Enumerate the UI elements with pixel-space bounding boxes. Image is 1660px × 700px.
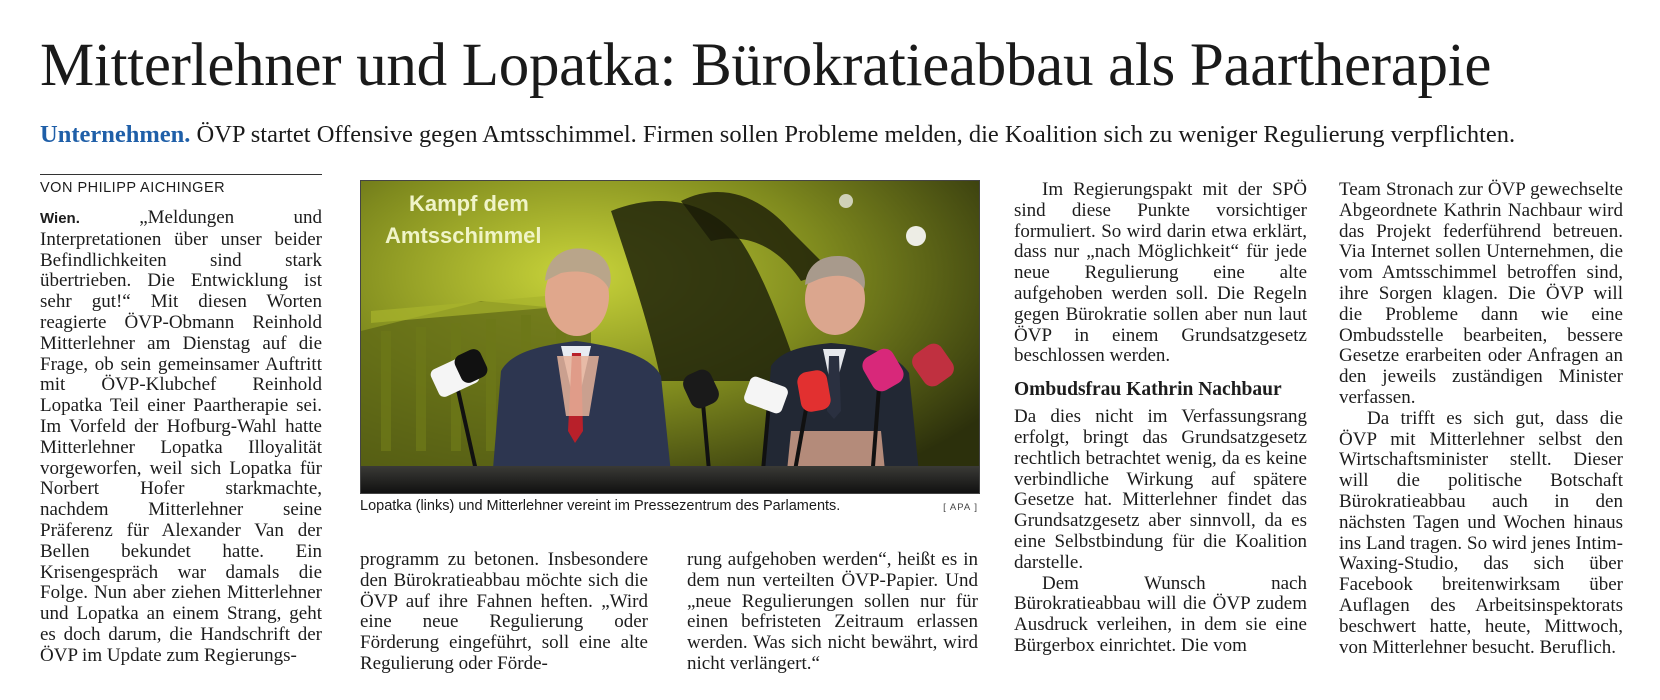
banner-text-line-1: Kampf dem xyxy=(409,191,529,216)
headline: Mitterlehner und Lopatka: Bürokratieabbau als Paartherapie xyxy=(40,32,1492,99)
caption-text: Lopatka (links) und Mitterlehner vereint im Pressezentrum des Parlaments. xyxy=(360,498,841,514)
photo-caption xyxy=(360,497,978,515)
press-photo xyxy=(360,180,980,494)
subheadline xyxy=(40,120,1515,150)
subheading-ombudsfrau: Ombudsfrau Kathrin Nachbaur xyxy=(1014,379,1282,401)
column-5 xyxy=(1339,180,1623,658)
column-3 xyxy=(687,550,978,675)
column-5-paragraph-1: Team Stronach zur ÖVP gewechselte Abgeordnete Kathrin Nachbaur wird das Projekt federführend betreuen. Via Internet sollen Unternehmen, die vom Amtsschimmel betroffen sind, ihre Sorgen klagen. Die ÖVP will die Probleme dann wie eine Ombudsstelle bearbeiten, bessere Gesetze erarbeiten oder Anfragen an den jeweils zuständigen Minister verfassen. xyxy=(1339,179,1623,408)
column-4-paragraph-3: Dem Wunsch nach Bürokratieabbau will die ÖVP zudem Ausdruck verleihen, in dem sie eine Bürgerbox einrichtet. Die vom xyxy=(1014,572,1307,656)
column-1 xyxy=(40,208,322,667)
kicker-label: Unternehmen. xyxy=(40,121,191,148)
column-2-paragraph: programm zu betonen. Insbesondere den Bürokratieabbau möchte sich die ÖVP auf ihre Fahnen heften. „Wird eine neue Regulierung oder Förderung eingeführt, soll eine alte Regulierung oder Förde- xyxy=(360,549,648,674)
column-4-paragraph-1: Im Regierungspakt mit der SPÖ sind diese Punkte vorsichtiger formuliert. So wird darin etwa erklärt, dass nur „nach Möglichkeit“ für jede neue Regulierung eine alte aufgehoben werden soll. Die Regeln gegen Bürokratie sollen aber nun laut ÖVP in einem Grundsatzgesetz beschlossen werden. xyxy=(1014,179,1307,367)
subheadline-text: ÖVP startet Offensive gegen Amtsschimmel. Firmen sollen Probleme melden, die Koalition sich zu weniger Regulierung verpflichten. xyxy=(190,121,1516,148)
column-4 xyxy=(1014,180,1307,657)
banner-text-line-2: Amtsschimmel xyxy=(385,223,542,248)
press-conference-image xyxy=(361,181,979,493)
photo-credit: [ APA ] xyxy=(943,502,978,513)
column-3-paragraph: rung aufgehoben werden“, heißt es in dem nun verteilten ÖVP-Papier. Und „neue Regulierungen sollen nur für einen befristeten Zeitraum erlassen werden. Was sich nicht bewährt, wird nicht verlängert.“ xyxy=(687,549,978,674)
column-4-paragraph-2: Da dies nicht im Verfassungsrang erfolgt, bringt das Grundsatzgesetz rechtlich betrachtet wenig, da es keine verbindliche Wirkung auf spätere Gesetze hat. Mitterlehner findet das Grundsatzgesetz aber sinnvoll, da es eine Selbstbindung für die Koalition darstelle. xyxy=(1014,406,1307,573)
column-5-paragraph-2: Da trifft es sich gut, dass die ÖVP mit Mitterlehner selbst den Wirtschaftsminister stellt. Dieser will die politische Botschaft Bürokratieabbau auch in den nächsten Tagen und Wochen hinaus ins Land tragen. So wird jenes Intim-Waxing-Studio, das sich über Facebook breitenwirksam über Auflagen des Arbeitsinspektorats beschwert hatte, heute, Mittwoch, von Mitterlehner besucht. Beruflich. xyxy=(1339,407,1623,658)
column-2 xyxy=(360,550,648,675)
column-1-paragraph: „Meldungen und Interpretationen über unser beider Befindlichkeiten sind stark übertrieben. Die Entwicklung ist sehr gut!“ Mit diesen Worten reagierte ÖVP-Obmann Reinhold Mitterlehner am Dienstag auf die Frage, ob sein gemeinsamer Auftritt mit ÖVP-Klubchef Reinhold Lopatka Teil einer Paartherapie sei. Im Vorfeld der Hofburg-Wahl hatte Mitterlehner Lopatka Illoyalität vorgeworfen, weil sich Lopatka für Norbert Hofer starkmachte, nachdem Mitterlehner seine Präferenz für Alexander Van der Bellen bekundet hatte. Ein Krisengespräch war damals die Folge. Nun aber ziehen Mitterlehner und Lopatka an einem Strang, geht es doch darum, die Handschrift der ÖVP im Update zum Regierungs- xyxy=(40,207,322,666)
byline: VON PHILIPP AICHINGER xyxy=(40,174,322,197)
dateline: Wien. xyxy=(40,210,80,227)
